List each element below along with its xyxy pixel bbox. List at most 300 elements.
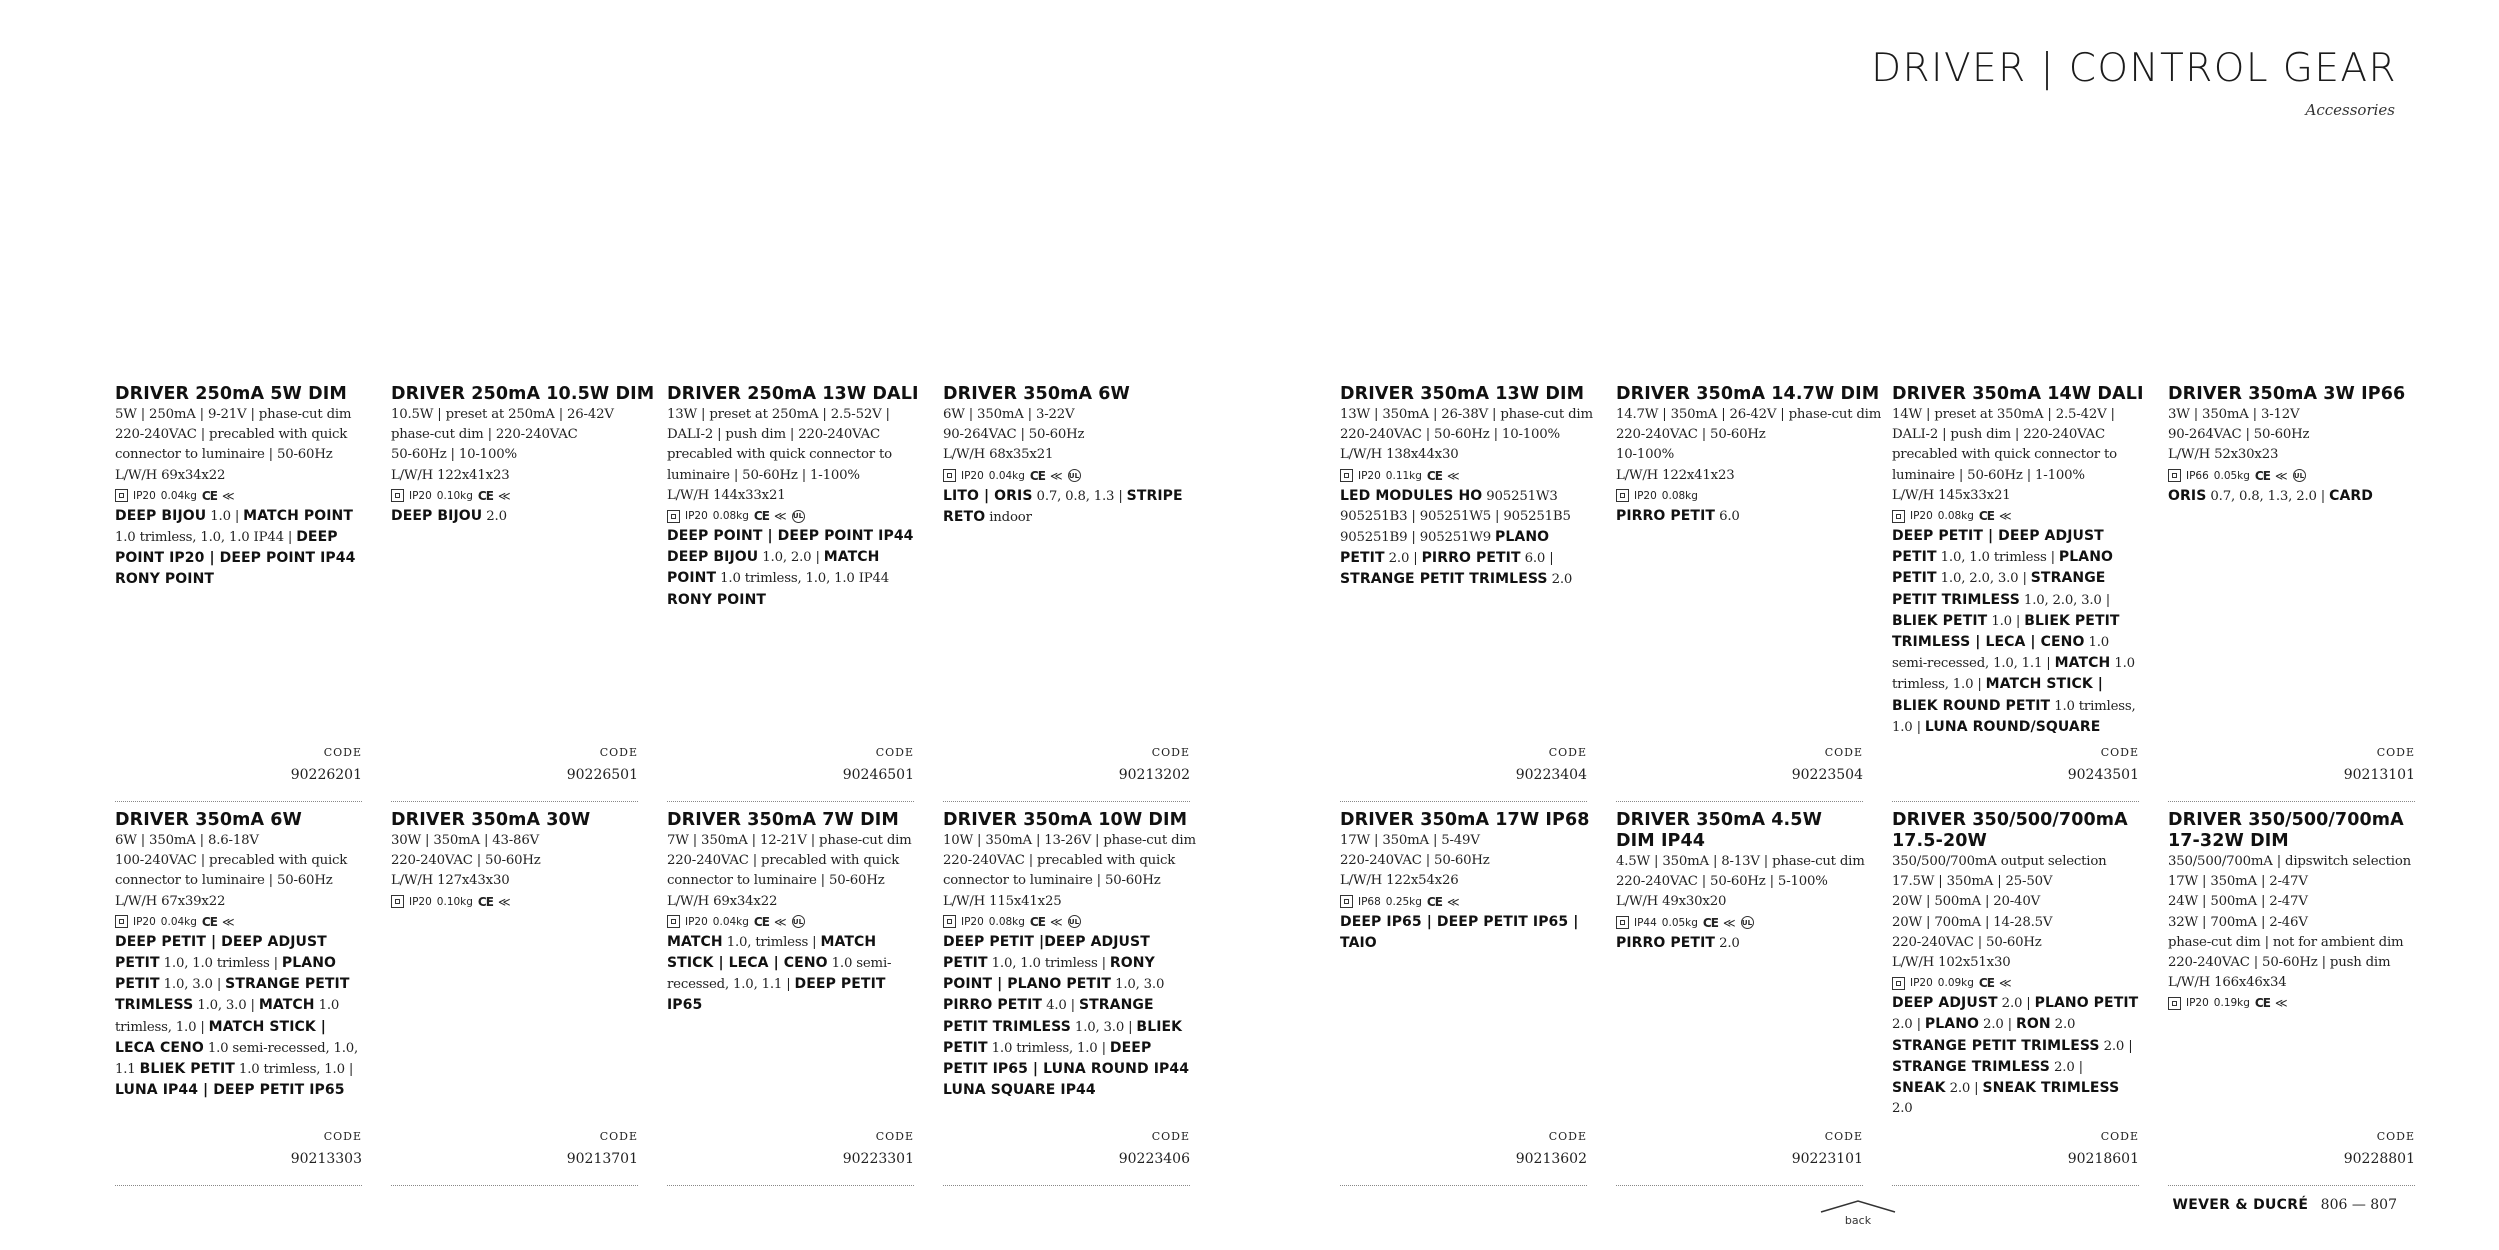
spec-line: L/W/H 127x43x30 [391,873,510,889]
product-code: 90243501 [2067,767,2139,783]
class-ii-icon [1892,510,1905,523]
luminaire-name: DEEP PETIT | DEEP ADJUST PETIT [115,933,327,972]
luminaire-name: PLANO PETIT [2034,995,2139,1012]
weight: 0.05kg [1661,916,1698,929]
luminaire-name: DEEP PETIT IP65 | LUNA ROUND IP44 LUNA SQUARE IP44 [943,1039,1190,1099]
product-card [1616,384,1882,527]
product-card [391,810,638,912]
product-card [667,384,919,611]
luminaire-variant: 1.0, 2.0, 3.0 | [1936,571,2031,587]
ce-mark-icon: CE [1978,509,1994,524]
product-code: 90223101 [1791,1151,1863,1167]
luminaire-variant: 2.0 | [1979,1017,2016,1033]
product-card [1616,810,1863,954]
ip-rating: IP20 [409,895,432,908]
certification-row [1892,973,2139,993]
compatible-luminaires [667,526,914,611]
luminaire-name: MATCH [2054,655,2111,672]
compatible-luminaires [1340,486,1587,591]
spec-line: connector to luminaire | 50-60Hz [115,447,333,463]
luminaire-variant: 1.0 trimless, 1.0 | [234,1062,354,1078]
spec-line: L/W/H 144x33x21 [667,487,786,503]
compatible-luminaires [115,932,362,1102]
spec-line: 90-264VAC | 50-60Hz [943,427,1085,443]
certification-row [943,912,1190,932]
luminaire-variant: 2.0 [1715,935,1740,951]
luminaire-name: ORIS [2168,487,2207,504]
spec-line: L/W/H 122x54x26 [1340,873,1459,889]
ip-rating: IP20 [961,915,984,928]
luminaire-name: PIRRO PETIT [1616,507,1716,524]
luminaire-name: DEEP POINT IP20 | DEEP POINT IP44 RONY POINT [115,529,356,588]
ul-mark-icon: UL [792,915,805,928]
spec-line: 17W | 350mA | 5-49V [1340,833,1480,848]
luminaire-variant: 1.0 trimless, 1.0 | [987,1040,1110,1056]
enec-mark-icon: ≪ [1998,976,2012,991]
back-button[interactable] [1818,1198,1898,1238]
product-code-block [391,746,638,802]
code-label: CODE [1824,1130,1863,1143]
enec-mark-icon: ≪ [1049,468,1063,483]
class-ii-icon [1892,977,1905,990]
class-ii-icon [2168,997,2181,1010]
product-code: 90226501 [566,767,638,783]
spec-line: 10W | 350mA | 13-26V | phase-cut dim [943,833,1196,848]
weight: 0.08kg [712,510,749,523]
ip-rating: IP20 [1910,977,1933,990]
product-code-block [943,746,1190,802]
enec-mark-icon: ≪ [1446,468,1460,483]
ip-rating: IP20 [133,489,156,502]
product-code-block [391,1130,638,1186]
luminaire-variant: 0.7, 0.8, 1.3 | [1032,488,1127,504]
spec-line: 220-240VAC | 50-60Hz | push dim [2168,955,2391,971]
luminaire-name: MATCH STICK | LECA | CENO [667,933,877,972]
product-card [1892,384,2144,738]
weight: 0.25kg [1385,895,1422,908]
spec-line: precabled with quick connector to [1892,447,2117,463]
spec-line: 220-240VAC | 50-60Hz | 5-100% [1616,874,1828,890]
spec-line: L/W/H 69x34x22 [667,893,778,909]
product-code: 90213701 [566,1151,638,1167]
spec-line: 350/500/700mA | dipswitch selection [2168,854,2411,869]
spec-line: connector to luminaire | 50-60Hz [943,873,1161,889]
weight: 0.04kg [712,915,749,928]
luminaire-name: DEEP ADJUST [1892,995,1998,1012]
ip-rating: IP20 [685,510,708,523]
spec-line: 4.5W | 350mA | 8-13V | phase-cut dim [1616,854,1865,869]
luminaire-name: RON [2015,1016,2051,1033]
luminaire-variant: 1.0 trimless, 1.0 | [1892,656,2135,693]
product-title: DRIVER 250mA 10.5W DIM [391,384,655,404]
luminaire-variant: indoor [985,509,1032,525]
product-code-block [1340,1130,1587,1186]
product-title: DRIVER 350mA 13W DIM [1340,384,1585,404]
class-ii-icon [667,915,680,928]
page-numbers: 806 — 807 [2320,1197,2397,1213]
weight: 0.10kg [436,895,473,908]
compatible-luminaires [667,932,914,1017]
certification-row [943,466,1190,486]
luminaire-name: STRIPE RETO [943,487,1183,525]
spec-line: precabled with quick connector to [667,447,892,463]
luminaire-name: CARD [2329,487,2374,504]
luminaire-name: STRANGE PETIT TRIMLESS [943,997,1154,1035]
brand-name: WEVER & DUCRÉ [2172,1197,2309,1213]
product-code-block [1340,746,1587,802]
footer [2173,1197,2397,1213]
luminaire-name: LUNA ROUND/SQUARE [1924,718,2101,735]
spec-line: 6W | 350mA | 8.6-18V [115,833,259,848]
spec-line: 17W | 350mA | 2-47V [2168,874,2308,890]
spec-line: connector to luminaire | 50-60Hz [115,873,333,889]
weight: 0.05kg [2213,469,2250,482]
certification-row [115,912,362,932]
ul-mark-icon: UL [792,510,805,523]
product-card [1340,810,1590,954]
product-title: DRIVER 350mA 14W DALI [1892,384,2144,404]
compatible-luminaires [115,506,362,591]
class-ii-icon [115,915,128,928]
spec-line: 14.7W | 350mA | 26-42V | phase-cut dim [1616,407,1882,422]
ip-rating: IP20 [409,489,432,502]
luminaire-variant: 1.0 | [206,508,244,524]
certification-row [1892,506,2139,526]
spec-line: 13W | preset at 250mA | 2.5-52V | [667,407,890,422]
class-ii-icon [1340,895,1353,908]
spec-line: luminaire | 50-60Hz | 1-100% [667,467,860,483]
luminaire-name: MATCH STICK | LECA CENO [115,1018,327,1056]
spec-line: 220-240VAC | precabled with quick [115,427,348,443]
product-code: 90246501 [842,767,914,783]
code-label: CODE [1824,746,1863,759]
ce-mark-icon: CE [477,894,493,909]
weight: 0.08kg [1937,510,1974,523]
ip-rating: IP44 [1634,916,1657,929]
luminaire-name: SNEAK TRIMLESS [1982,1080,2120,1097]
ce-mark-icon: CE [477,488,493,503]
product-title: DRIVER 350mA 6W [943,384,1130,404]
enec-mark-icon: ≪ [497,894,511,909]
luminaire-variant: 1.0 semi-recessed, 1.0, 1.1 | [1892,635,2110,672]
ce-mark-icon: CE [2254,468,2270,483]
spec-line: DALI-2 | push dim | 220-240VAC [1892,427,2105,443]
spec-line: 220-240VAC | 50-60Hz | 10-100% [1340,427,1560,443]
product-code: 90223406 [1118,1151,1190,1167]
spec-line: 220-240VAC | precabled with quick [667,853,900,869]
luminaire-name: DEEP BIJOU [391,507,483,524]
product-code: 90223301 [842,1151,914,1167]
luminaire-name: DEEP PETIT |DEEP ADJUST PETIT [943,933,1150,972]
ul-mark-icon: UL [1068,915,1081,928]
code-label: CODE [875,746,914,759]
luminaire-name: SNEAK [1892,1080,1946,1097]
spec-line: L/W/H 145x33x21 [1892,487,2011,503]
ce-mark-icon: CE [201,488,217,503]
ip-rating: IP68 [1358,895,1381,908]
product-card [943,810,1196,1101]
weight: 0.04kg [988,469,1025,482]
luminaire-name: STRANGE PETIT TRIMLESS [1340,571,1548,588]
ul-mark-icon: UL [1068,469,1081,482]
luminaire-variant: 4.0 | [1042,998,1079,1014]
weight: 0.19kg [2213,997,2250,1010]
enec-mark-icon: ≪ [1049,914,1063,929]
product-code: 90223404 [1515,767,1587,783]
class-ii-icon [2168,469,2181,482]
weight: 0.09kg [1937,977,1974,990]
certification-row [115,486,362,506]
enec-mark-icon: ≪ [773,914,787,929]
class-ii-icon [115,489,128,502]
luminaire-name: BLIEK PETIT [943,1018,1183,1056]
luminaire-name: LED MODULES HO [1340,487,1483,504]
product-code: 90226201 [290,767,362,783]
certification-row [2168,993,2415,1013]
enec-mark-icon: ≪ [2274,468,2288,483]
product-title: DRIVER 350mA 17W IP68 [1340,810,1590,830]
code-label: CODE [2100,1130,2139,1143]
ip-rating: IP20 [2186,997,2209,1010]
luminaire-name: BLIEK PETIT [1892,612,1988,629]
product-code-block [667,1130,914,1186]
back-label: back [1844,1214,1872,1227]
product-card [943,384,1190,528]
spec-line: 6W | 350mA | 3-22V [943,407,1075,422]
ip-rating: IP20 [685,915,708,928]
luminaire-name: PIRRO PETIT [943,997,1043,1014]
product-code: 90213602 [1515,1151,1587,1167]
spec-line: 220-240VAC | 50-60Hz [1616,427,1766,443]
ce-mark-icon: CE [201,914,217,929]
luminaire-variant: 2.0 | [1892,1017,1925,1033]
product-card [667,810,914,1017]
luminaire-variant: 1.0 trimless, 1.0 | [1892,698,2136,735]
product-title: DRIVER 350mA 4.5W DIM IP44 [1616,810,1822,851]
luminaire-name: DEEP POINT | DEEP POINT IP44 DEEP BIJOU [667,528,914,566]
spec-line: 30W | 350mA | 43-86V [391,833,539,848]
product-code-block [115,1130,362,1186]
spec-line: 3W | 350mA | 3-12V [2168,407,2300,422]
luminaire-variant: 2.0 | [2050,1059,2083,1075]
certification-row [1616,486,1863,506]
spec-line: 10.5W | preset at 250mA | 26-42V [391,407,614,422]
luminaire-variant: 1.0, 2.0 | [758,550,824,566]
spec-line: L/W/H 102x51x30 [1892,955,2011,971]
luminaire-name: BLIEK PETIT [139,1061,235,1078]
compatible-luminaires [2168,486,2415,507]
luminaire-name: DEEP IP65 | DEEP PETIT IP65 | TAIO [1340,913,1579,951]
code-label: CODE [599,746,638,759]
weight: 0.10kg [436,489,473,502]
enec-mark-icon: ≪ [1998,509,2012,524]
luminaire-name: PLANO [1924,1016,1980,1033]
product-code: 90218601 [2067,1151,2139,1167]
ip-rating: IP20 [1634,489,1657,502]
ul-mark-icon: UL [1741,916,1754,929]
code-label: CODE [2376,746,2415,759]
spec-line: phase-cut dim | not for ambient dim [2168,934,2404,950]
enec-mark-icon: ≪ [1722,915,1736,930]
ce-mark-icon: CE [753,914,769,929]
certification-row [2168,466,2415,486]
luminaire-variant: 1.0 trimless, 1.0, 1.0 IP44 | [115,530,297,546]
spec-line: L/W/H 49x30x20 [1616,894,1727,910]
class-ii-icon [667,510,680,523]
spec-line: 90-264VAC | 50-60Hz [2168,427,2310,443]
product-title: DRIVER 350mA 14.7W DIM [1616,384,1880,404]
luminaire-name: DEEP PETIT IP65 [667,976,886,1014]
luminaire-variant: 1.0, 3.0 [1111,977,1165,993]
luminaire-variant: 2.0 [482,508,507,524]
certification-row [1616,913,1863,933]
certification-row [667,912,914,932]
back-arrow-icon [1818,1198,1898,1214]
compatible-luminaires [391,506,638,527]
luminaire-variant: 905251W3 905251B3 | 905251W5 | 905251B5 905251B9 | 905251W9 [1340,488,1571,546]
spec-line: L/W/H 166x46x34 [2168,975,2287,991]
luminaire-variant: 2.0 | [1997,996,2035,1012]
class-ii-icon [1340,469,1353,482]
spec-line: 24W | 500mA | 2-47V [2168,894,2308,910]
product-code-block [2168,1130,2415,1186]
compatible-luminaires [1892,993,2139,1119]
product-card [391,384,655,527]
luminaire-variant: 1.0 trimless, 1.0, 1.0 IP44 [716,571,890,587]
spec-line: 20W | 700mA | 14-28.5V [1892,914,2053,930]
luminaire-name: LITO | ORIS [943,487,1033,504]
page-subtitle: Accessories [2305,101,2395,119]
luminaire-variant: 1.0, 3.0 | [1070,1019,1137,1035]
ce-mark-icon: CE [1029,468,1045,483]
spec-line: 350/500/700mA output selection [1892,854,2107,869]
code-label: CODE [875,1130,914,1143]
luminaire-variant: 6.0 | [1520,551,1554,567]
spec-line: 220-240VAC | 50-60Hz [391,853,541,869]
product-code-block [115,746,362,802]
compatible-luminaires [943,486,1190,528]
spec-line: L/W/H 52x30x23 [2168,447,2279,463]
spec-line: L/W/H 67x39x22 [115,893,226,909]
code-label: CODE [1548,746,1587,759]
product-code-block [2168,746,2415,802]
product-code-block [943,1130,1190,1186]
luminaire-name: MATCH [667,933,723,950]
enec-mark-icon: ≪ [221,914,235,929]
product-code-block [1616,1130,1863,1186]
ce-mark-icon: CE [1426,468,1442,483]
weight: 0.04kg [160,489,197,502]
luminaire-name: STRANGE PETIT TRIMLESS [1892,1037,2100,1054]
spec-line: 5W | 250mA | 9-21V | phase-cut dim [115,407,352,422]
ce-mark-icon: CE [1029,914,1045,929]
luminaire-name: STRANGE PETIT TRIMLESS [1892,570,2106,608]
enec-mark-icon: ≪ [773,509,787,524]
product-code-block [1892,746,2139,802]
product-code-block [667,746,914,802]
certification-row [391,486,638,506]
product-title: DRIVER 250mA 13W DALI [667,384,919,404]
spec-line: 100-240VAC | precabled with quick [115,853,348,869]
code-label: CODE [323,1130,362,1143]
ip-rating: IP20 [1910,510,1933,523]
product-code: 90213303 [290,1151,362,1167]
luminaire-name: STRANGE PETIT TRIMLESS [115,976,350,1014]
spec-line: DALI-2 | push dim | 220-240VAC [667,427,880,443]
compatible-luminaires [1616,506,1863,527]
code-label: CODE [599,1130,638,1143]
product-card [2168,810,2415,1013]
spec-line: 220-240VAC | precabled with quick [943,853,1176,869]
luminaire-variant: 2.0 | [2099,1038,2133,1054]
product-card [1892,810,2139,1119]
spec-line: connector to luminaire | 50-60Hz [667,873,885,889]
certification-row [667,506,914,526]
code-label: CODE [1548,1130,1587,1143]
compatible-luminaires [943,932,1190,1102]
page-title: DRIVER | CONTROL GEAR [1871,46,2397,91]
weight: 0.11kg [1385,469,1422,482]
luminaire-name: RONY POINT [667,591,767,608]
luminaire-variant: 1.0, trimless | [722,934,821,950]
ip-rating: IP20 [961,469,984,482]
spec-line: L/W/H 138x44x30 [1340,447,1459,463]
class-ii-icon [391,895,404,908]
spec-line: L/W/H 115x41x25 [943,893,1062,909]
luminaire-name: MATCH POINT [243,507,354,524]
enec-mark-icon: ≪ [497,488,511,503]
ip-rating: IP20 [133,915,156,928]
spec-line: 220-240VAC | 50-60Hz [1340,853,1490,869]
code-label: CODE [2100,746,2139,759]
luminaire-variant: 2.0 [1892,1101,1913,1117]
product-code-block [1892,1130,2139,1186]
luminaire-variant: 1.0, 2.0, 3.0 | [2019,592,2110,608]
luminaire-name: PIRRO PETIT [1421,550,1521,567]
class-ii-icon [943,915,956,928]
product-code: 90213101 [2343,767,2415,783]
spec-line: L/W/H 122x41x23 [1616,467,1735,483]
ce-mark-icon: CE [753,509,769,524]
luminaire-name: DEEP BIJOU [115,507,207,524]
luminaire-variant: 2.0 [2050,1017,2076,1033]
product-card [115,384,362,591]
spec-line: 14W | preset at 350mA | 2.5-42V | [1892,407,2115,422]
luminaire-variant: 1.0 trimless, 1.0 | [115,998,340,1035]
luminaire-variant: 0.7, 0.8, 1.3, 2.0 | [2206,488,2330,504]
class-ii-icon [391,489,404,502]
product-title: DRIVER 350mA 10W DIM [943,810,1188,830]
product-card [1340,384,1593,591]
product-title: DRIVER 350mA 3W IP66 [2168,384,2406,404]
ip-rating: IP66 [2186,469,2209,482]
code-label: CODE [323,746,362,759]
spec-line: L/W/H 68x35x21 [943,447,1054,463]
ce-mark-icon: CE [1702,915,1718,930]
spec-line: 17.5W | 350mA | 25-50V [1892,874,2053,890]
product-card [2168,384,2415,507]
code-label: CODE [1151,746,1190,759]
enec-mark-icon: ≪ [221,488,235,503]
class-ii-icon [1616,489,1629,502]
spec-line: 7W | 350mA | 12-21V | phase-cut dim [667,833,912,848]
product-title: DRIVER 350mA 6W [115,810,302,830]
certification-row [1340,892,1587,912]
enec-mark-icon: ≪ [1446,894,1460,909]
class-ii-icon [1616,916,1629,929]
luminaire-variant: 1.0, 3.0 | [159,977,226,993]
spec-line: 32W | 700mA | 2-46V [2168,914,2308,930]
